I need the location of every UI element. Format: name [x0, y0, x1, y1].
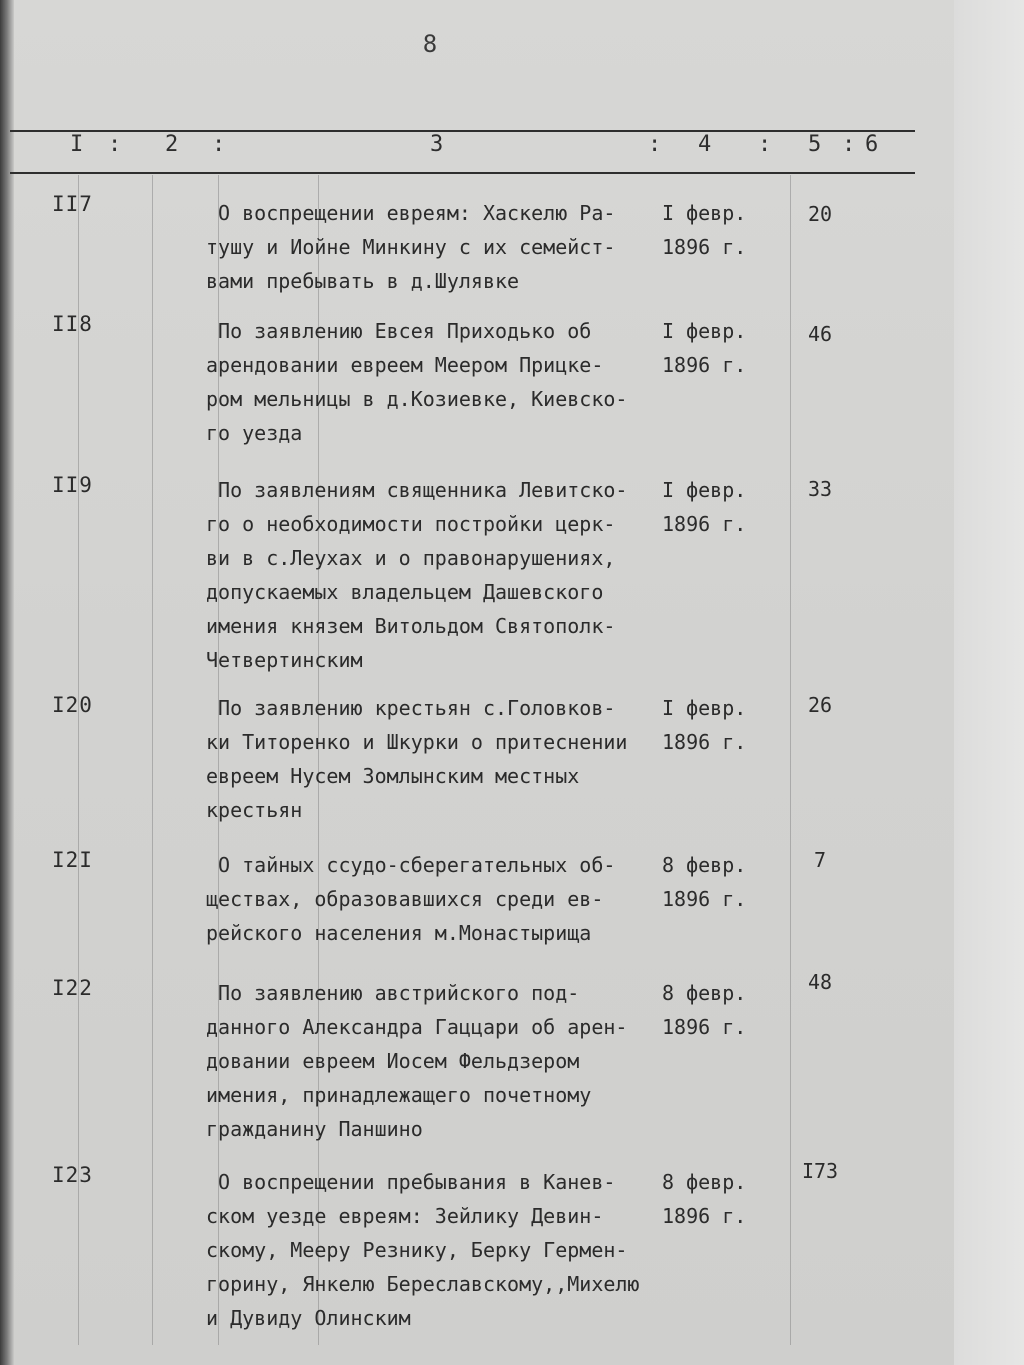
column-divider-2 [152, 175, 153, 1345]
column-divider-5 [790, 175, 791, 1345]
header-sep-1: : [108, 132, 122, 157]
header-col-6: 6 [865, 132, 879, 157]
row-description: По заявлениям священника Левитско- го о необходимости постройки церк- ви в с.Леухах и о правонарушениях, допускаемых владельцем Дашевского имения князем Витольдом Святополк- Четвертинским [206, 478, 628, 672]
header-col-4: 4 [698, 132, 712, 157]
row-number: II7 [52, 192, 93, 216]
header-bottom-rule [10, 172, 915, 174]
header-top-rule [10, 130, 915, 132]
row-date: 8 февр. 1896 г. [662, 1170, 747, 1228]
page-edge-shadow [0, 0, 14, 1365]
row-sheets: 7 [813, 848, 827, 872]
row-description: По заявлению Евсея Приходько об арендовании евреем Меером Прицке- ром мельницы в д.Козиевке, Киевско- го уезда [206, 319, 628, 445]
header-col-3: 3 [430, 132, 444, 157]
row-sheets: I73 [801, 1159, 839, 1183]
row-sheets: 48 [807, 970, 833, 994]
page-margin-strip [954, 0, 1024, 1365]
header-col-5: 5 [808, 132, 822, 157]
row-number: II8 [52, 312, 93, 336]
row-date: I февр. 1896 г. [662, 201, 747, 259]
row-date: I февр. 1896 г. [662, 478, 747, 536]
row-sheets: 46 [807, 322, 833, 346]
header-sep-4: : [758, 132, 772, 157]
row-description: По заявлению австрийского под- данного Александра Гаццари об арен- довании евреем Иосем Фельдзером имения, принадлежащего почетному гражданину Паншино [206, 981, 628, 1141]
row-number: I22 [52, 976, 93, 1000]
header-sep-5: : [842, 132, 856, 157]
header-col-1: I [70, 132, 84, 157]
row-number: I20 [52, 693, 93, 717]
row-description: По заявлению крестьян с.Головков- ки Титоренко и Шкурки о притеснении евреем Нусем Зомлынским местных крестьян [206, 696, 628, 822]
row-date: 8 февр. 1896 г. [662, 853, 747, 911]
row-sheets: 20 [807, 202, 833, 226]
row-number: I23 [52, 1163, 93, 1187]
row-date: 8 февр. 1896 г. [662, 981, 747, 1039]
row-number: I2I [52, 848, 93, 872]
row-description: О воспрещении евреям: Хаскелю Ра- тушу и Иойне Минкину с их семейст- вами пребывать в д.Шулявке [206, 201, 616, 293]
row-sheets: 33 [807, 477, 833, 501]
header-sep-2: : [212, 132, 226, 157]
row-date: I февр. 1896 г. [662, 319, 747, 377]
row-description: О воспрещении пребывания в Канев- ском уезде евреям: Зейлику Девин- скому, Мееру Резнику, Берку Гермен- горину, Янкелю Береславскому,,Михелю и Дувиду Олинским [206, 1170, 640, 1330]
header-col-2: 2 [165, 132, 179, 157]
row-description: О тайных ссудо-сберегательных об- ществах, образовавшихся среди ев- рейского населения м.Монастырища [206, 853, 616, 945]
row-sheets: 26 [807, 693, 833, 717]
page-number: 8 [422, 30, 438, 58]
header-sep-3: : [648, 132, 662, 157]
row-date: I февр. 1896 г. [662, 696, 747, 754]
row-number: II9 [52, 473, 93, 497]
